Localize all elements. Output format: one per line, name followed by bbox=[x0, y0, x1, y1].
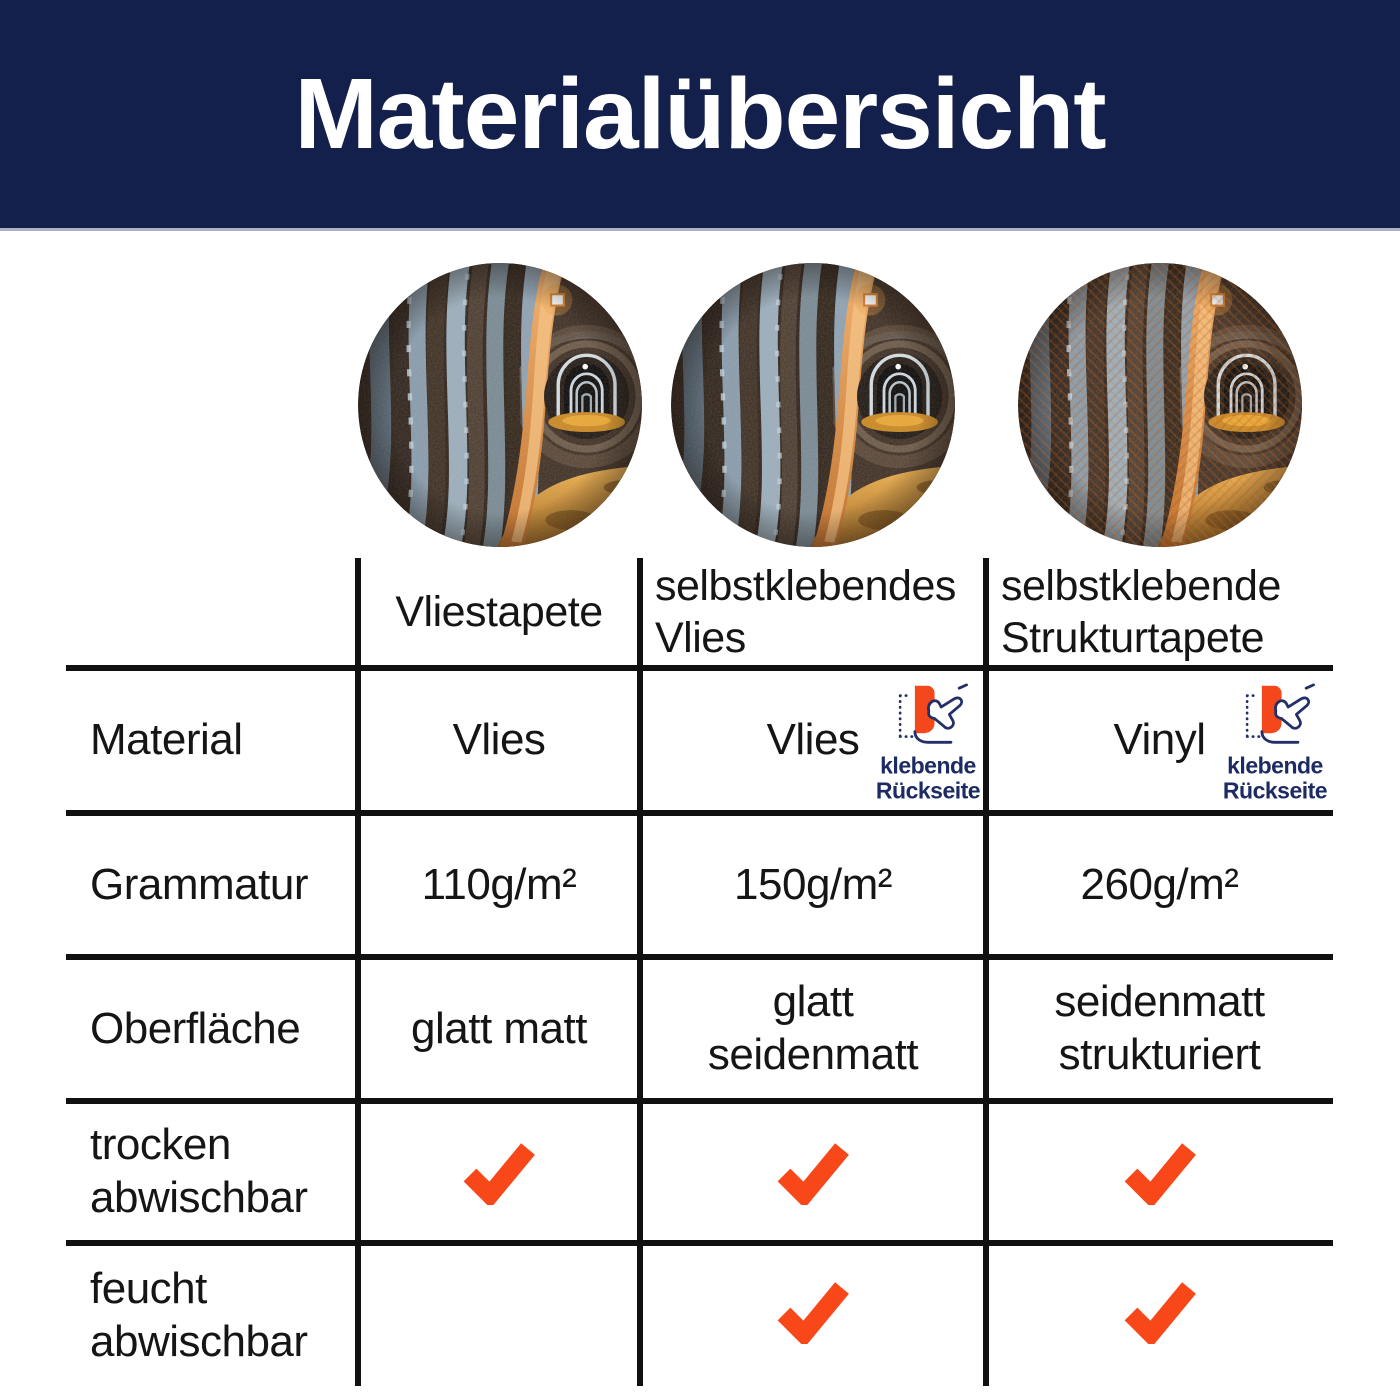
grammatur-value-col3: 260g/m² bbox=[1080, 859, 1239, 909]
tunnel-photo-illustration bbox=[358, 263, 642, 547]
adhesive-backing-badge bbox=[1222, 677, 1328, 805]
check-icon bbox=[775, 1139, 851, 1205]
grammatur-value-col2: 150g/m² bbox=[734, 859, 892, 909]
check-icon bbox=[775, 1278, 851, 1344]
check-icon bbox=[1122, 1278, 1198, 1344]
oberflaeche-value-col1: glatt matt bbox=[411, 1003, 587, 1053]
page-title: Materialübersicht bbox=[294, 58, 1106, 170]
adhesive-backing-label: klebende Rückseite bbox=[1222, 751, 1328, 804]
check-icon bbox=[1122, 1139, 1198, 1205]
product-photo-circle-vliestapete bbox=[358, 263, 642, 547]
tunnel-photo-illustration bbox=[1018, 263, 1302, 547]
trocken-check-col1 bbox=[358, 1104, 640, 1240]
header-band bbox=[0, 0, 1400, 228]
tunnel-photo-illustration bbox=[671, 263, 955, 547]
feucht-check-col2 bbox=[640, 1246, 986, 1376]
adhesive-backing-label: klebende Rückseite bbox=[875, 751, 981, 804]
row-label-oberflaeche: Oberfläche bbox=[90, 1003, 301, 1053]
feucht-check-col3 bbox=[986, 1246, 1333, 1376]
column-header-vliestapete: Vliestapete bbox=[395, 587, 603, 636]
row-label-grammatur: Grammatur bbox=[90, 859, 308, 909]
row-label-trocken-abwischbar: trocken abwischbar bbox=[90, 1120, 308, 1222]
oberflaeche-value-col3: seidenmatt strukturiert bbox=[1054, 977, 1265, 1079]
column-header-strukturtapete: selbstklebende Strukturtapete bbox=[1001, 561, 1281, 662]
material-value-col2: Vlies klebende Rückseite bbox=[640, 671, 986, 810]
material-value-col3: Vinyl klebende Rückseite bbox=[986, 671, 1333, 810]
row-label-material: Material bbox=[90, 715, 243, 765]
oberflaeche-value-col2: glatt seidenmatt bbox=[707, 977, 919, 1079]
adhesive-backing-icon bbox=[887, 677, 969, 753]
trocken-check-col3 bbox=[986, 1104, 1333, 1240]
row-label-feucht-abwischbar: feucht abwischbar bbox=[90, 1264, 308, 1366]
product-photo-circle-selbstklebendes-vlies bbox=[671, 263, 955, 547]
adhesive-backing-icon bbox=[1234, 677, 1316, 753]
column-header-selbstklebendes-vlies: selbstklebendes Vlies bbox=[655, 561, 956, 662]
material-value-col1: Vlies bbox=[452, 715, 546, 765]
trocken-check-col2 bbox=[640, 1104, 986, 1240]
header-divider bbox=[0, 228, 1400, 231]
product-photo-circle-strukturtapete bbox=[1018, 263, 1302, 547]
adhesive-backing-badge bbox=[875, 677, 981, 805]
check-icon bbox=[461, 1139, 537, 1205]
grammatur-value-col1: 110g/m² bbox=[421, 859, 577, 909]
